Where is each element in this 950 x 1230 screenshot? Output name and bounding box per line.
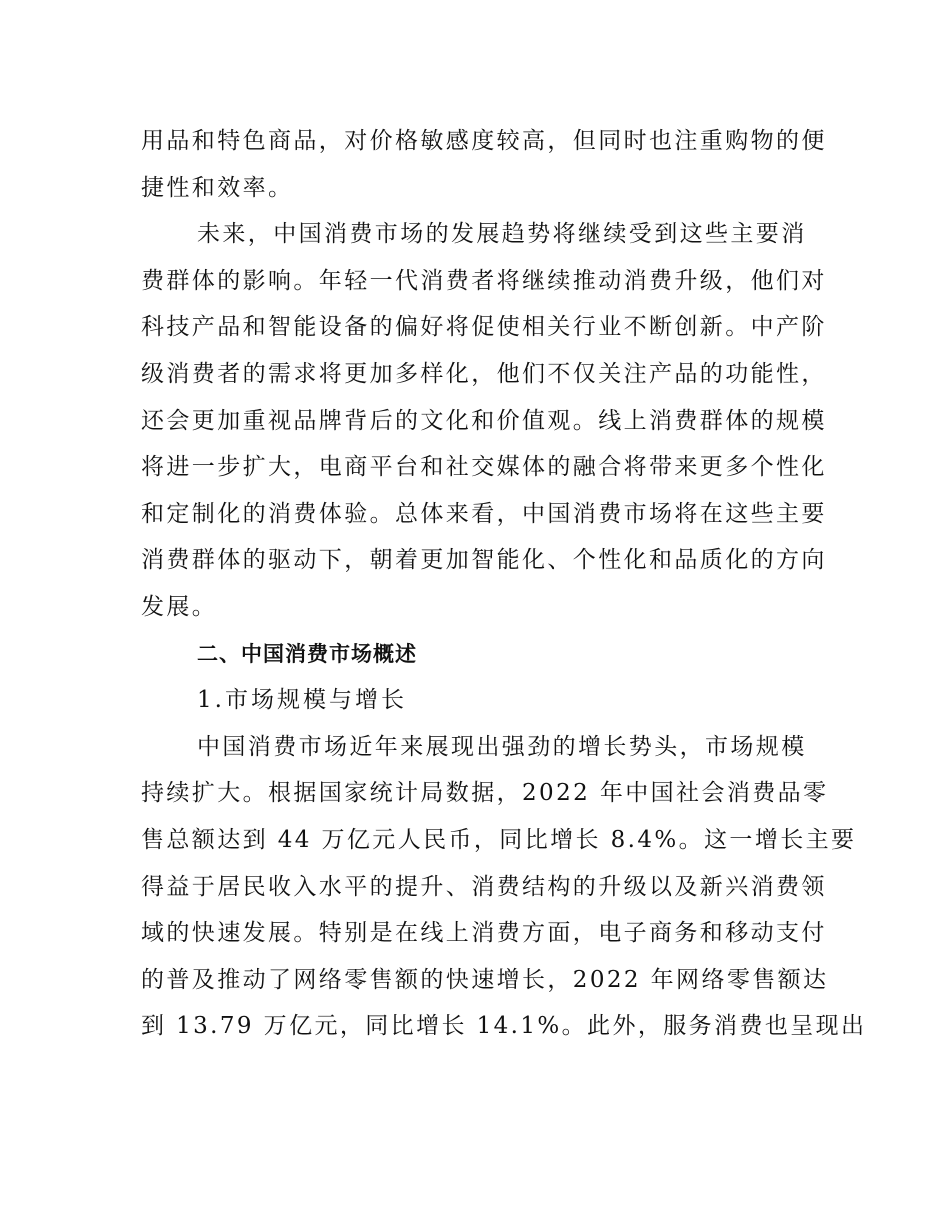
paragraph-line: 售总额达到 44 万亿元人民币，同比增长 8.4%。这一增长主要 (141, 826, 857, 853)
section-heading: 二、中国消费市场概述 (197, 641, 417, 666)
paragraph-line: 到 13.79 万亿元，同比增长 14.1%。此外，服务消费也呈现出 (141, 1013, 867, 1040)
paragraph-line: 的普及推动了网络零售额的快速增长，2022 年网络零售额达 (141, 966, 829, 993)
paragraph-line: 未来，中国消费市场的发展趋势将继续受到这些主要消 (197, 221, 807, 248)
paragraph-line: 和定制化的消费体验。总体来看，中国消费市场将在这些主要 (141, 500, 827, 527)
paragraph-line: 持续扩大。根据国家统计局数据，2022 年中国社会消费品零 (141, 780, 829, 807)
subsection-heading: 1.市场规模与增长 (197, 687, 407, 714)
paragraph-line: 捷性和效率。 (141, 174, 294, 201)
paragraph-line: 发展。 (141, 593, 218, 620)
paragraph-line: 将进一步扩大，电商平台和社交媒体的融合将带来更多个性化 (141, 454, 827, 481)
paragraph-line: 费群体的影响。年轻一代消费者将继续推动消费升级，他们对 (141, 267, 827, 294)
paragraph-line: 用品和特色商品，对价格敏感度较高，但同时也注重购物的便 (141, 128, 827, 154)
paragraph-line: 得益于居民收入水平的提升、消费结构的升级以及新兴消费领 (141, 873, 827, 900)
paragraph-line: 消费群体的驱动下，朝着更加智能化、个性化和品质化的方向 (141, 547, 827, 574)
paragraph-line: 科技产品和智能设备的偏好将促使相关行业不断创新。中产阶 (141, 314, 827, 341)
document-body (141, 118, 867, 1050)
paragraph-line: 域的快速发展。特别是在线上消费方面，电子商务和移动支付 (141, 920, 827, 947)
paragraph-line: 级消费者的需求将更加多样化，他们不仅关注产品的功能性， (141, 360, 827, 387)
paragraph-line: 中国消费市场近年来展现出强劲的增长势头，市场规模 (197, 733, 807, 760)
paragraph-line: 还会更加重视品牌背后的文化和价值观。线上消费群体的规模 (141, 407, 827, 434)
